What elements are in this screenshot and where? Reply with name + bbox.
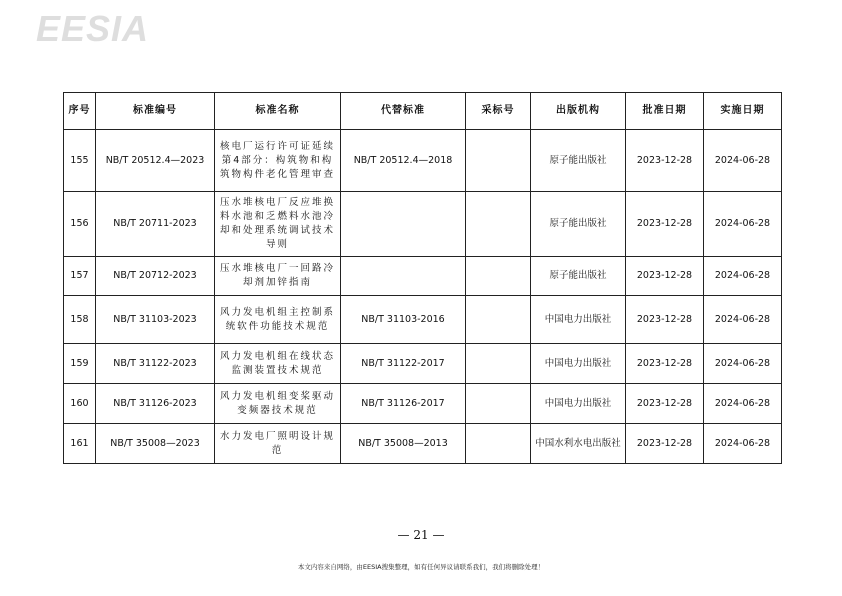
cell-standard-name: 压水堆核电厂一回路冷却剂加锌指南 bbox=[215, 257, 341, 296]
cell-standard-name: 核电厂运行许可证延续 第4部分：构筑物和构筑物构件老化管理审查 bbox=[215, 130, 341, 192]
cell-publisher: 中国电力出版社 bbox=[531, 384, 626, 424]
cell-index: 155 bbox=[64, 130, 96, 192]
cell-implementation-date: 2024-06-28 bbox=[704, 424, 782, 464]
cell-approval-date: 2023-12-28 bbox=[626, 296, 704, 344]
header-standard-number: 标准编号 bbox=[96, 93, 215, 130]
cell-standard-number: NB/T 31126-2023 bbox=[96, 384, 215, 424]
cell-approval-date: 2023-12-28 bbox=[626, 384, 704, 424]
eesia-logo: EESIA bbox=[36, 8, 150, 49]
standards-table bbox=[63, 92, 782, 464]
table-row bbox=[64, 130, 782, 192]
cell-adopted-number bbox=[466, 424, 531, 464]
table-row bbox=[64, 257, 782, 296]
table-header-row bbox=[64, 93, 782, 130]
table-row bbox=[64, 192, 782, 257]
cell-adopted-number bbox=[466, 130, 531, 192]
cell-replaced-standard: NB/T 31103-2016 bbox=[341, 296, 466, 344]
cell-implementation-date: 2024-06-28 bbox=[704, 192, 782, 257]
cell-implementation-date: 2024-06-28 bbox=[704, 384, 782, 424]
header-standard-name: 标准名称 bbox=[215, 93, 341, 130]
table-row bbox=[64, 296, 782, 344]
cell-adopted-number bbox=[466, 384, 531, 424]
cell-index: 159 bbox=[64, 344, 96, 384]
table-row bbox=[64, 424, 782, 464]
cell-standard-number: NB/T 20512.4—2023 bbox=[96, 130, 215, 192]
cell-replaced-standard: NB/T 20512.4—2018 bbox=[341, 130, 466, 192]
cell-approval-date: 2023-12-28 bbox=[626, 424, 704, 464]
cell-standard-name: 风力发电机组在线状态监测装置技术规范 bbox=[215, 344, 341, 384]
header-publisher: 出版机构 bbox=[531, 93, 626, 130]
cell-replaced-standard: NB/T 35008—2013 bbox=[341, 424, 466, 464]
cell-approval-date: 2023-12-28 bbox=[626, 130, 704, 192]
cell-publisher: 原子能出版社 bbox=[531, 192, 626, 257]
cell-adopted-number bbox=[466, 257, 531, 296]
page-number: — 21 — bbox=[397, 528, 445, 542]
header-adopted-number: 采标号 bbox=[466, 93, 531, 130]
cell-publisher: 原子能出版社 bbox=[531, 130, 626, 192]
cell-publisher: 中国电力出版社 bbox=[531, 344, 626, 384]
header-replaced-standard: 代替标准 bbox=[341, 93, 466, 130]
cell-implementation-date: 2024-06-28 bbox=[704, 257, 782, 296]
cell-approval-date: 2023-12-28 bbox=[626, 192, 704, 257]
cell-standard-name: 风力发电机组主控制系统软件功能技术规范 bbox=[215, 296, 341, 344]
cell-approval-date: 2023-12-28 bbox=[626, 344, 704, 384]
cell-publisher: 原子能出版社 bbox=[531, 257, 626, 296]
cell-standard-name: 水力发电厂照明设计规范 bbox=[215, 424, 341, 464]
cell-replaced-standard bbox=[341, 257, 466, 296]
cell-index: 156 bbox=[64, 192, 96, 257]
cell-standard-number: NB/T 31122-2023 bbox=[96, 344, 215, 384]
cell-replaced-standard: NB/T 31122-2017 bbox=[341, 344, 466, 384]
cell-publisher: 中国水利水电出版社 bbox=[531, 424, 626, 464]
header-implementation-date: 实施日期 bbox=[704, 93, 782, 130]
cell-standard-number: NB/T 20711-2023 bbox=[96, 192, 215, 257]
cell-publisher: 中国电力出版社 bbox=[531, 296, 626, 344]
cell-standard-number: NB/T 31103-2023 bbox=[96, 296, 215, 344]
cell-standard-number: NB/T 20712-2023 bbox=[96, 257, 215, 296]
table-row bbox=[64, 384, 782, 424]
cell-adopted-number bbox=[466, 296, 531, 344]
cell-standard-number: NB/T 35008—2023 bbox=[96, 424, 215, 464]
cell-approval-date: 2023-12-28 bbox=[626, 257, 704, 296]
cell-adopted-number bbox=[466, 344, 531, 384]
cell-implementation-date: 2024-06-28 bbox=[704, 296, 782, 344]
cell-replaced-standard bbox=[341, 192, 466, 257]
cell-standard-name: 压水堆核电厂反应堆换料水池和乏燃料水池冷却和处理系统调试技术导则 bbox=[215, 192, 341, 257]
footer-disclaimer: 本文内容来自网络，由EESIA搜集整理，如有任何异议请联系我们，我们将删除处理！ bbox=[297, 563, 545, 571]
cell-implementation-date: 2024-06-28 bbox=[704, 130, 782, 192]
header-index: 序号 bbox=[64, 93, 96, 130]
cell-index: 161 bbox=[64, 424, 96, 464]
header-approval-date: 批准日期 bbox=[626, 93, 704, 130]
cell-implementation-date: 2024-06-28 bbox=[704, 344, 782, 384]
cell-adopted-number bbox=[466, 192, 531, 257]
cell-index: 157 bbox=[64, 257, 96, 296]
cell-standard-name: 风力发电机组变桨驱动变频器技术规范 bbox=[215, 384, 341, 424]
cell-index: 158 bbox=[64, 296, 96, 344]
cell-index: 160 bbox=[64, 384, 96, 424]
cell-replaced-standard: NB/T 31126-2017 bbox=[341, 384, 466, 424]
table-row bbox=[64, 344, 782, 384]
